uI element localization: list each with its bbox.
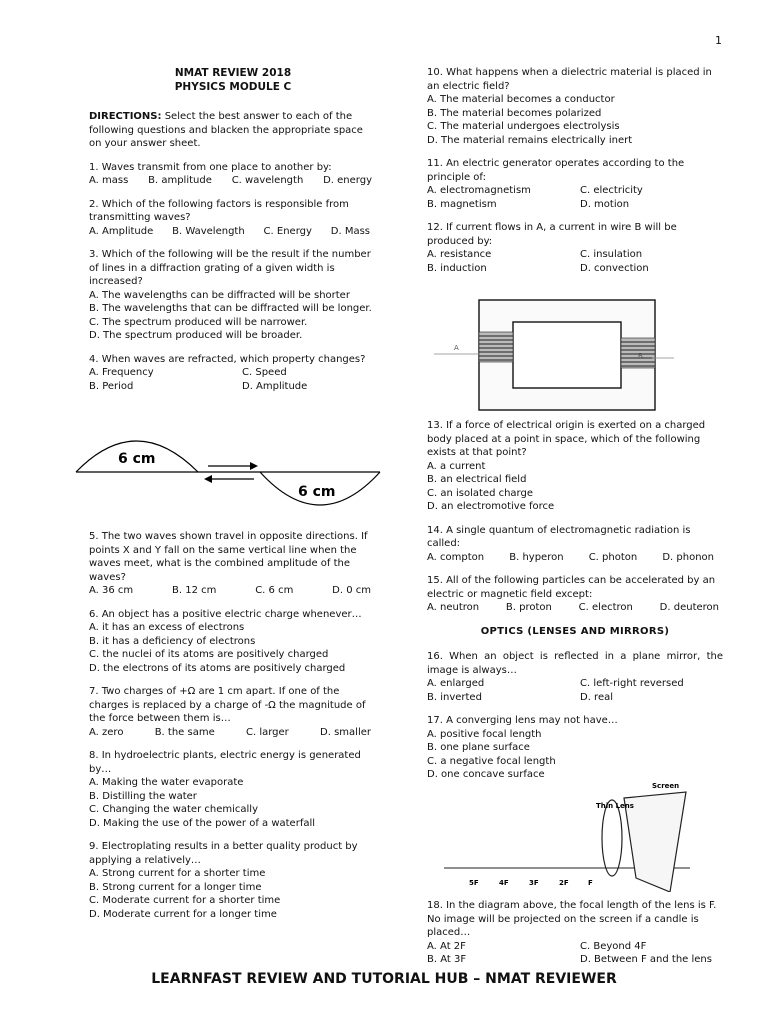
question-5 — [89, 530, 377, 598]
option-a: A. Strong current for a shorter time — [89, 868, 266, 879]
wire-a-label: A — [454, 344, 459, 352]
axis-label-5f: 5F — [469, 879, 479, 887]
option-b: B. an electrical field — [427, 474, 527, 485]
option-d: D. The material remains electrically inert — [427, 134, 633, 146]
question-4 — [89, 353, 377, 394]
question-16 — [427, 650, 723, 704]
axis-label-2f: 2F — [559, 879, 569, 887]
question-14 — [427, 524, 723, 565]
option-b: B. The material becomes polarized — [427, 107, 602, 119]
question-stem: 17. A converging lens may not have… — [427, 715, 618, 726]
option-a: A. electromagnetism — [427, 185, 531, 196]
question-stem: 18. In the diagram above, the focal length of the lens is F. No image will be projected on the screen if a candle is placed… — [427, 900, 717, 938]
upper-amplitude-label: 6 cm — [118, 451, 156, 467]
question-11 — [427, 157, 723, 211]
question-stem: 14. A single quantum of electromagnetic radiation is called: — [427, 524, 691, 549]
option-d: D. Mass — [330, 225, 370, 237]
option-a: A. At 2F — [427, 940, 466, 952]
option-a: A. resistance — [427, 249, 492, 260]
option-a: A. The material becomes a conductor — [427, 94, 615, 105]
optics-section-heading: OPTICS (LENSES AND MIRRORS) — [480, 625, 670, 637]
screen-label: Screen — [652, 782, 680, 790]
option-c: C. Beyond 4F — [580, 940, 647, 952]
option-c: C. wavelength — [231, 175, 304, 186]
question-8 — [89, 749, 377, 830]
option-b: B. Distilling the water — [89, 790, 197, 802]
option-b: B. Period — [89, 380, 134, 392]
question-10 — [427, 66, 723, 147]
lower-amplitude-label: 6 cm — [298, 484, 336, 500]
option-c: C. an isolated charge — [427, 487, 533, 499]
title-line-1: NMAT REVIEW 2018 — [174, 67, 292, 79]
option-d: D. motion — [580, 198, 630, 210]
wire-b-label: B — [638, 352, 643, 360]
directions — [89, 110, 377, 151]
option-b: B. amplitude — [148, 175, 212, 186]
option-c: C. insulation — [580, 249, 643, 260]
option-a: A. mass — [89, 175, 129, 186]
right-column-bottom — [427, 899, 723, 977]
option-a: A. Amplitude — [89, 225, 154, 237]
question-stem: 6. An object has a positive electric charge whenever… — [89, 608, 362, 620]
option-c: C. The material undergoes electrolysis — [427, 121, 620, 132]
option-b: B. magnetism — [427, 198, 497, 210]
question-6 — [89, 608, 377, 676]
option-b: B. hyperon — [509, 551, 564, 563]
right-column — [427, 66, 723, 285]
question-17 — [427, 714, 723, 782]
question-stem: 11. An electric generator operates according to the principle of: — [427, 158, 685, 183]
option-a: A. 36 cm — [89, 585, 134, 596]
left-column — [89, 66, 377, 403]
option-d: D. an electromotive force — [427, 501, 555, 512]
option-d: D. the electrons of its atoms are positively charged — [89, 662, 346, 674]
option-b: B. Wavelength — [172, 225, 245, 237]
option-d: D. Amplitude — [242, 380, 308, 392]
option-d: D. deuteron — [659, 602, 719, 613]
option-a: A. positive focal length — [427, 728, 542, 740]
option-d: D. Making the use of the power of a waterfall — [89, 817, 316, 829]
question-1 — [89, 161, 377, 188]
page-number: 1 — [715, 34, 722, 47]
option-b: B. 12 cm — [172, 585, 217, 596]
question-18 — [427, 899, 723, 967]
option-d: D. convection — [580, 262, 649, 274]
transformer-diagram — [430, 296, 676, 414]
right-arrow-head — [250, 462, 258, 470]
title-line-2: PHYSICS MODULE C — [174, 81, 292, 93]
left-arrow-head — [204, 475, 212, 483]
question-stem: 5. The two waves shown travel in opposite directions. If points X and Y fall on the same vertical line when the waves meet, what is the combined amplitude of the waves? — [89, 531, 368, 583]
question-2 — [89, 198, 377, 239]
question-stem: 9. Electroplating results in a better quality product by applying a relatively… — [89, 841, 358, 866]
option-b: B. inverted — [427, 691, 482, 703]
option-c: C. electricity — [580, 185, 643, 196]
question-13 — [427, 419, 723, 514]
option-a: A. it has an excess of electrons — [89, 622, 245, 633]
option-d: D. Moderate current for a longer time — [89, 908, 277, 920]
question-3 — [89, 248, 377, 343]
option-b: B. one plane surface — [427, 742, 530, 753]
option-a: A. neutron — [427, 602, 480, 613]
option-c: C. Speed — [242, 367, 287, 378]
question-stem: 10. What happens when a dielectric material is placed in an electric field? — [427, 67, 712, 92]
option-c: C. Energy — [263, 225, 312, 237]
option-c: C. electron — [578, 602, 633, 613]
left-column-lower — [89, 530, 377, 931]
option-c: C. a negative focal length — [427, 755, 556, 767]
question-stem: 7. Two charges of +Ω are 1 cm apart. If one of the charges is replaced by a charge of -Ω the magnitude of the force between them is… — [89, 686, 366, 724]
option-a: A. The wavelengths can be diffracted will be shorter — [89, 289, 350, 301]
thin-lens — [602, 800, 622, 876]
option-b: B. the same — [154, 726, 215, 738]
option-c: C. left-right reversed — [580, 678, 684, 689]
option-c: C. 6 cm — [255, 585, 294, 596]
option-d: D. energy — [323, 175, 372, 186]
question-stem: 15. All of the following particles can be accelerated by an electric or magnetic field except: — [427, 575, 716, 600]
option-d: D. one concave surface — [427, 769, 545, 780]
page-footer: LEARNFAST REVIEW AND TUTORIAL HUB – NMAT REVIEWER — [151, 971, 617, 987]
axis-label-f: F — [588, 879, 593, 887]
question-stem: 4. When waves are refracted, which property changes? — [89, 353, 366, 365]
question-12 — [427, 221, 723, 275]
question-stem: 3. Which of the following will be the result if the number of lines in a diffraction grating of a given width is increased? — [89, 249, 371, 287]
option-c: C. the nuclei of its atoms are positively charged — [89, 649, 329, 660]
option-b: B. Strong current for a longer time — [89, 881, 262, 893]
option-a: A. zero — [89, 726, 124, 738]
option-a: A. enlarged — [427, 678, 485, 689]
option-b: B. At 3F — [427, 954, 467, 965]
option-c: C. photon — [588, 551, 638, 563]
question-15 — [427, 574, 723, 615]
core-inner — [513, 322, 621, 388]
option-d: D. Between F and the lens — [580, 954, 712, 965]
directions-text: Select the best answer to each of the following questions and blacken the appropriate space on your answer sheet. — [89, 111, 363, 149]
wave-diagram — [70, 428, 390, 520]
question-stem: 16. When an object is reflected in a plane mirror, the image is always… — [427, 651, 723, 676]
option-b: B. The wavelengths that can be diffracted will be longer. — [89, 303, 372, 314]
option-d: D. 0 cm — [332, 585, 371, 596]
question-stem: 1. Waves transmit from one place to another by: — [89, 161, 332, 173]
option-a: A. Frequency — [89, 367, 154, 378]
axis-label-4f: 4F — [499, 879, 509, 887]
option-b: B. proton — [505, 602, 552, 613]
question-stem: 8. In hydroelectric plants, electric energy is generated by… — [89, 750, 361, 775]
option-b: B. induction — [427, 262, 487, 274]
axis-label-3f: 3F — [529, 879, 539, 887]
page-title — [89, 66, 377, 94]
question-7 — [89, 685, 377, 739]
option-c: C. Changing the water chemically — [89, 804, 258, 815]
option-d: D. The spectrum produced will be broader. — [89, 330, 303, 341]
option-c: C. The spectrum produced will be narrower. — [89, 316, 308, 328]
question-stem: 12. If current flows in A, a current in wire B will be produced by: — [427, 222, 677, 247]
lens-label: Thin Lens — [596, 802, 634, 810]
option-a: A. a current — [427, 460, 486, 472]
question-9 — [89, 840, 377, 921]
question-stem: 2. Which of the following factors is responsible from transmitting waves? — [89, 198, 349, 223]
question-stem: 13. If a force of electrical origin is exerted on a charged body placed at a point in space, which of the following exists at that point? — [427, 420, 706, 458]
option-a: A. Making the water evaporate — [89, 777, 244, 788]
primary-coil — [479, 332, 513, 362]
option-d: D. phonon — [662, 551, 714, 563]
option-c: C. Moderate current for a shorter time — [89, 895, 281, 906]
directions-label: DIRECTIONS: — [89, 111, 162, 122]
option-b: B. it has a deficiency of electrons — [89, 635, 256, 647]
lens-diagram — [440, 774, 696, 892]
right-column-lower — [427, 419, 723, 792]
option-d: D. smaller — [320, 726, 371, 738]
option-d: D. real — [580, 691, 614, 703]
option-a: A. compton — [427, 551, 485, 563]
option-c: C. larger — [245, 726, 289, 738]
